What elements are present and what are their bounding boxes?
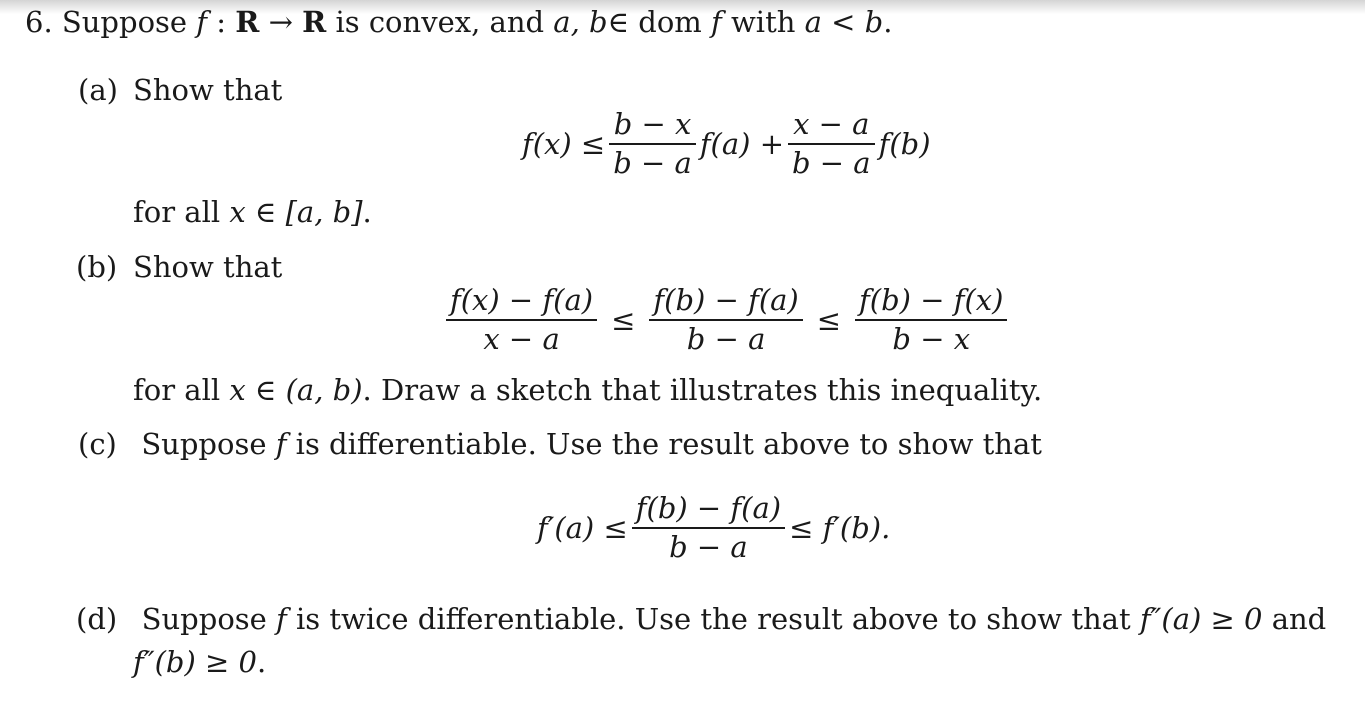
fraction-numerator: f(x) − f(a) — [450, 283, 594, 317]
symbol-f-dom: f — [711, 5, 722, 39]
word-suppose: Suppose — [141, 427, 267, 461]
less-equal-1: ≤ — [611, 302, 636, 337]
fraction-denominator: b − a — [686, 321, 766, 356]
interval-closed: x ∈ [a, b] — [229, 195, 363, 229]
part-c-text: is differentiable. Use the result above to show that — [295, 427, 1042, 461]
fraction-denominator: b − x — [892, 321, 971, 356]
part-a-condition — [133, 195, 372, 229]
period: . — [883, 5, 893, 39]
symbol-R-codomain: R — [302, 5, 327, 39]
symbol-f: f — [275, 427, 287, 461]
text-dom: dom — [638, 5, 702, 39]
word-and: and — [1271, 602, 1327, 636]
part-b-fraction-3 — [855, 284, 1007, 356]
symbol-ab: a, b — [553, 5, 608, 39]
symbol-arrow: → — [268, 5, 293, 39]
condition-a-lt-b: a < b — [804, 5, 884, 39]
fraction-bar — [609, 143, 696, 144]
symbol-in: ∈ — [607, 5, 630, 39]
less-equal-2: ≤ — [816, 302, 842, 337]
fraction-denominator: b − a — [613, 145, 692, 180]
symbol-f: f — [276, 602, 287, 636]
fraction-numerator: b − x — [613, 107, 692, 141]
symbol-f: f — [196, 5, 208, 39]
part-b-label: (b) — [76, 250, 118, 284]
part-c-label: (c) — [78, 427, 117, 461]
text-is-convex: is convex, and — [335, 5, 545, 39]
fraction-bar — [649, 319, 802, 320]
part-c-rhs: ≤ f′(b). — [789, 510, 891, 545]
for-all-text: for all — [133, 195, 221, 229]
part-a-rhs: f(b) — [878, 126, 931, 161]
second-derivative-b: f″(b) ≥ 0 — [133, 645, 257, 679]
problem-number: 6. — [25, 5, 53, 39]
symbol-R-domain: R — [235, 5, 260, 39]
part-a-label: (a) — [78, 73, 118, 107]
word-suppose: Suppose — [61, 5, 188, 39]
part-b-intro: Show that — [133, 250, 283, 284]
word-suppose: Suppose — [141, 602, 267, 636]
problem-statement — [25, 5, 893, 39]
fraction-denominator: x − a — [483, 321, 560, 356]
part-b-fraction-1 — [446, 284, 597, 356]
fraction-numerator: x − a — [793, 107, 870, 141]
second-derivative-a: f″(a) ≥ 0 — [1139, 602, 1263, 636]
part-d-label: (d) — [76, 602, 118, 636]
part-c-fraction — [632, 492, 785, 564]
period: . — [362, 195, 372, 229]
fraction-bar — [855, 319, 1007, 320]
part-c-lhs: f′(a) ≤ — [537, 510, 628, 545]
part-a-intro: Show that — [133, 73, 283, 107]
part-d-line-2 — [133, 645, 267, 679]
part-b-tail: . Draw a sketch that illustrates this inequality. — [362, 373, 1043, 407]
part-c-line — [78, 427, 1042, 461]
fraction-bar — [788, 143, 875, 144]
part-a-equation — [522, 108, 931, 180]
part-a-fraction-2 — [788, 108, 875, 180]
fraction-denominator: b − a — [792, 145, 871, 180]
symbol-colon: : — [216, 5, 227, 39]
fraction-bar — [446, 319, 597, 320]
fraction-denominator: b − a — [669, 529, 748, 564]
part-a-mid: f(a) + — [699, 126, 784, 161]
part-d-text: is twice differentiable. Use the result above to show that — [296, 602, 1131, 636]
fraction-numerator: f(b) − f(x) — [859, 283, 1004, 317]
part-b-condition — [133, 373, 1043, 407]
interval-open: x ∈ (a, b) — [229, 373, 363, 407]
text-with: with — [730, 5, 796, 39]
fraction-bar — [632, 527, 785, 528]
part-c-equation — [537, 492, 890, 564]
fraction-numerator: f(b) − f(a) — [653, 283, 799, 317]
for-all-text: for all — [133, 373, 221, 407]
part-b-fraction-2 — [649, 284, 802, 356]
part-b-equation — [442, 284, 1011, 356]
part-a-fraction-1 — [609, 108, 696, 180]
fraction-numerator: f(b) − f(a) — [635, 491, 782, 525]
part-a-lhs: f(x) ≤ — [522, 126, 606, 161]
period: . — [256, 645, 267, 679]
part-d-line — [76, 602, 1327, 636]
